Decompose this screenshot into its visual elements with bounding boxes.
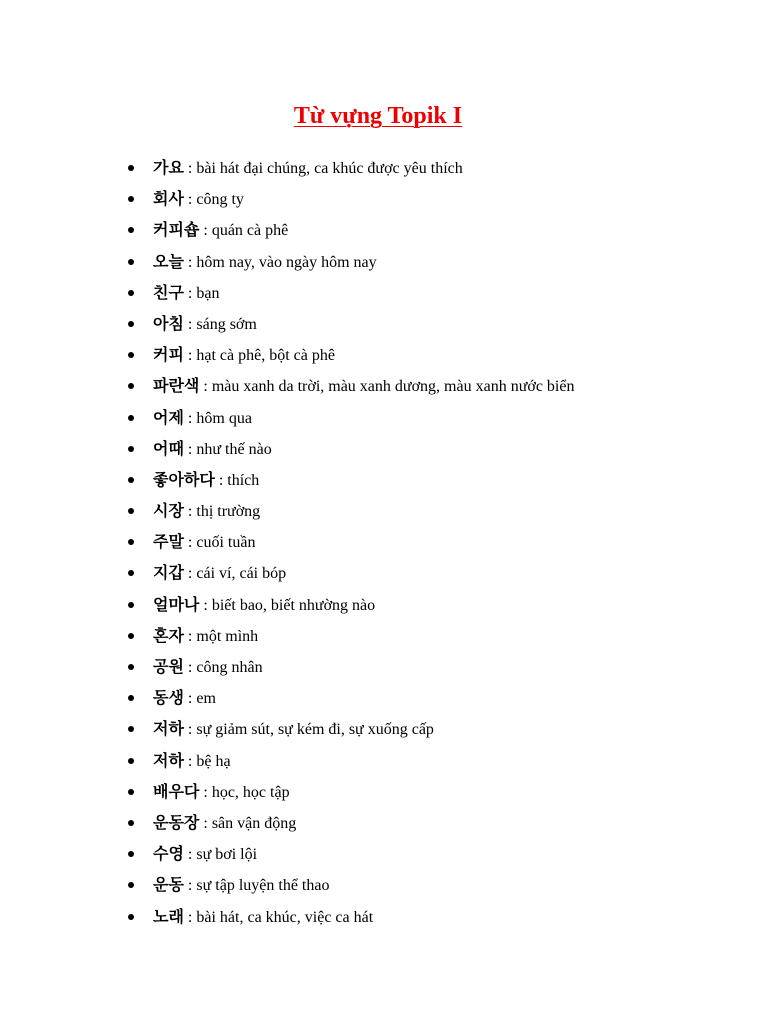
separator: : (183, 534, 197, 552)
vietnamese-meaning: học, học tập (211, 783, 290, 801)
separator: : (183, 752, 197, 770)
korean-word: 주말 (153, 532, 184, 552)
separator: : (199, 378, 212, 396)
bullet-icon (128, 446, 134, 452)
korean-word: 공원 (153, 657, 184, 676)
korean-word: 어때 (153, 438, 184, 458)
bullet-icon (128, 477, 134, 483)
vietnamese-meaning: quán cà phê (211, 222, 289, 240)
list-item (0, 183, 700, 214)
list-item (0, 745, 700, 776)
korean-word: 커피 (153, 345, 184, 365)
bullet-icon (128, 383, 134, 389)
separator: : (183, 565, 197, 583)
vietnamese-meaning: sự bơi lội (196, 846, 258, 864)
list-item (0, 589, 700, 620)
vietnamese-meaning: bệ hạ (196, 752, 231, 770)
list-item (0, 869, 700, 900)
korean-word: 배우다 (153, 781, 200, 801)
korean-word: 운동장 (153, 812, 200, 832)
vietnamese-meaning: công nhân (196, 659, 263, 676)
vietnamese-meaning: sáng sớm (196, 315, 257, 333)
korean-word: 운동 (153, 875, 184, 895)
list-item (0, 807, 700, 838)
korean-word: 수영 (153, 844, 184, 864)
bullet-icon (128, 664, 134, 670)
vietnamese-meaning: thích (227, 471, 260, 489)
vietnamese-meaning: em (196, 690, 216, 708)
list-item (0, 277, 700, 308)
list-item (0, 526, 700, 557)
list-item (0, 620, 700, 651)
separator: : (199, 783, 212, 801)
korean-word: 시장 (153, 501, 184, 521)
korean-word: 회사 (153, 189, 184, 209)
bullet-icon (128, 695, 134, 701)
vietnamese-meaning: hạt cà phê, bột cà phê (196, 347, 335, 365)
korean-word: 아침 (153, 313, 184, 333)
document-title: Từ vựng Topik I (293, 103, 463, 129)
vietnamese-meaning: cuối tuần (196, 534, 256, 552)
korean-word: 얼마나 (153, 594, 200, 614)
separator: : (199, 222, 212, 240)
separator: : (199, 814, 212, 832)
bullet-icon (128, 851, 134, 857)
bullet-icon (128, 820, 134, 826)
korean-word: 파란색 (153, 376, 200, 396)
korean-word: 지갑 (153, 563, 184, 583)
vietnamese-meaning: màu xanh da trời, màu xanh dương, màu xanh nước biển (211, 378, 575, 396)
korean-word: 좋아하다 (153, 469, 215, 489)
separator: : (183, 659, 197, 676)
bullet-icon (128, 321, 134, 327)
vietnamese-meaning: một mình (196, 627, 259, 645)
bullet-icon (128, 259, 134, 265)
bullet-icon (128, 415, 134, 421)
list-item (0, 557, 700, 588)
vietnamese-meaning: sự giảm sút, sự kém đi, sự xuống cấp (196, 721, 434, 739)
separator: : (183, 160, 197, 177)
list-item (0, 214, 700, 245)
list-item (0, 776, 700, 807)
separator: : (183, 503, 197, 521)
separator: : (183, 690, 197, 708)
vietnamese-meaning: hôm qua (196, 409, 252, 427)
bullet-icon (128, 789, 134, 795)
vietnamese-meaning: thị trường (196, 503, 261, 521)
vietnamese-meaning: công ty (196, 191, 244, 209)
list-item (0, 495, 700, 526)
separator: : (183, 908, 197, 926)
bullet-icon (128, 602, 134, 608)
list-item (0, 464, 700, 495)
separator: : (183, 315, 197, 333)
korean-word: 커피숍 (153, 220, 200, 240)
separator: : (183, 627, 197, 645)
list-item (0, 339, 700, 370)
vocabulary-list (0, 152, 700, 932)
bullet-icon (128, 914, 134, 920)
bullet-icon (128, 508, 134, 514)
vietnamese-meaning: sự tập luyện thể thao (196, 877, 330, 895)
vietnamese-meaning: sân vận động (211, 814, 297, 832)
korean-word: 저하 (153, 719, 184, 739)
separator: : (183, 284, 197, 302)
list-item (0, 682, 700, 713)
list-item (0, 651, 700, 682)
bullet-icon (128, 165, 134, 171)
bullet-icon (128, 633, 134, 639)
korean-word: 저하 (153, 750, 184, 770)
separator: : (183, 191, 197, 209)
separator: : (183, 877, 197, 895)
separator: : (183, 347, 197, 365)
bullet-icon (128, 196, 134, 202)
vietnamese-meaning: bài hát, ca khúc, việc ca hát (196, 908, 374, 926)
vietnamese-meaning: hôm nay, vào ngày hôm nay (196, 253, 377, 271)
bullet-icon (128, 539, 134, 545)
bullet-icon (128, 758, 134, 764)
korean-word: 오늘 (153, 251, 184, 271)
list-item (0, 370, 700, 401)
list-item (0, 433, 700, 464)
bullet-icon (128, 570, 134, 576)
list-item (0, 901, 700, 932)
vietnamese-meaning: như thế nào (196, 440, 272, 458)
korean-word: 가요 (153, 158, 184, 177)
separator: : (183, 440, 197, 458)
korean-word: 친구 (153, 282, 184, 302)
korean-word: 노래 (153, 906, 184, 926)
list-item (0, 402, 700, 433)
bullet-icon (128, 882, 134, 888)
vietnamese-meaning: bạn (196, 284, 220, 302)
list-item (0, 713, 700, 744)
separator: : (183, 409, 197, 427)
bullet-icon (128, 726, 134, 732)
vietnamese-meaning: bài hát đại chúng, ca khúc được yêu thích (196, 160, 463, 177)
bullet-icon (128, 227, 134, 233)
bullet-icon (128, 290, 134, 296)
separator: : (199, 596, 212, 614)
list-item (0, 838, 700, 869)
list-item (0, 308, 700, 339)
vietnamese-meaning: cái ví, cái bóp (196, 565, 287, 583)
korean-word: 어제 (153, 407, 184, 427)
bullet-icon (128, 352, 134, 358)
korean-word: 혼자 (153, 625, 184, 645)
separator: : (214, 471, 228, 489)
korean-word: 동생 (153, 688, 184, 708)
separator: : (183, 253, 197, 271)
separator: : (183, 721, 197, 739)
separator: : (183, 846, 197, 864)
list-item (0, 152, 700, 183)
vietnamese-meaning: biết bao, biết nhường nào (211, 596, 376, 614)
list-item (0, 246, 700, 277)
